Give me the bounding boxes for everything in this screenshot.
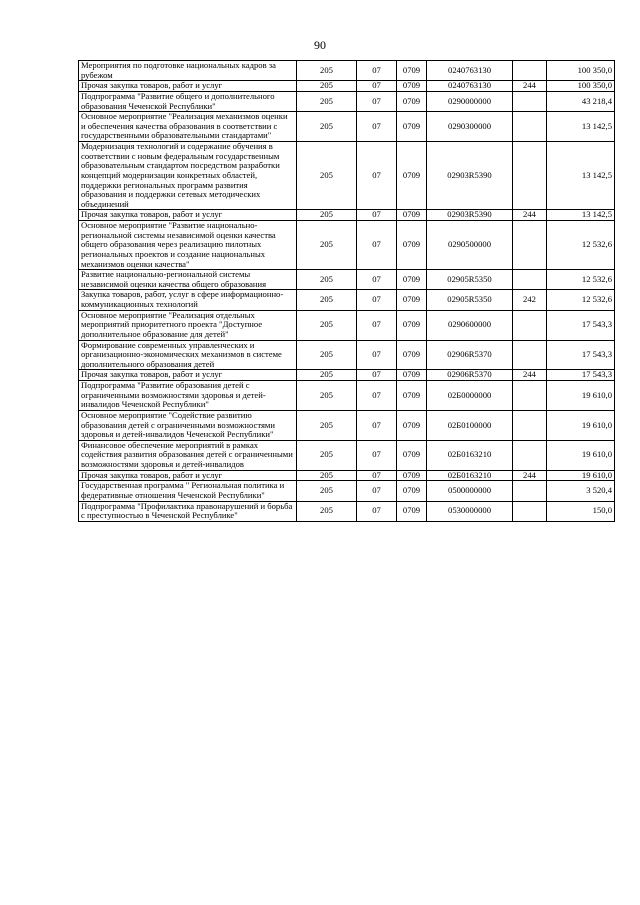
- cell-expense-type: [513, 340, 547, 370]
- cell-sum: 17 543,3: [547, 310, 615, 340]
- cell-grbs: 205: [297, 310, 357, 340]
- table-row: [79, 81, 615, 92]
- cell-sum: 12 532,6: [547, 270, 615, 290]
- cell-expense-type: [513, 142, 547, 210]
- table-row: [79, 91, 615, 111]
- cell-section: 07: [357, 81, 397, 92]
- cell-section: 07: [357, 210, 397, 221]
- cell-name: Основное мероприятие "Реализация отдельных мероприятий приоритетного проекта "Доступное дополнительное образование для детей": [79, 310, 297, 340]
- cell-name: Основное мероприятие "Развитие национально-региональной системы независимой оценки качества общего образования через реализацию пилотных региональных проектов и создание национальных механизмов оценки качества": [79, 221, 297, 270]
- cell-subsection: 0709: [397, 270, 427, 290]
- cell-subsection: 0709: [397, 61, 427, 81]
- cell-section: 07: [357, 470, 397, 481]
- cell-name: Подпрограмма "Профилактика правонарушений и борьба с преступностью в Чеченской Республике": [79, 501, 297, 521]
- cell-target-article: 0240763130: [427, 61, 513, 81]
- table-row: [79, 270, 615, 290]
- cell-section: 07: [357, 91, 397, 111]
- cell-expense-type: 244: [513, 81, 547, 92]
- cell-name: Прочая закупка товаров, работ и услуг: [79, 210, 297, 221]
- cell-target-article: 0290000000: [427, 91, 513, 111]
- cell-section: 07: [357, 221, 397, 270]
- cell-expense-type: [513, 501, 547, 521]
- cell-grbs: 205: [297, 112, 357, 142]
- cell-sum: 13 142,5: [547, 210, 615, 221]
- cell-sum: 43 218,4: [547, 91, 615, 111]
- cell-expense-type: [513, 91, 547, 111]
- cell-target-article: 02906R5370: [427, 340, 513, 370]
- cell-grbs: 205: [297, 210, 357, 221]
- cell-expense-type: [513, 440, 547, 470]
- cell-name: Формирование современных управленческих и организационно-экономических механизмов в системе дополнительного образования детей: [79, 340, 297, 370]
- cell-target-article: 02Б0163210: [427, 470, 513, 481]
- cell-subsection: 0709: [397, 290, 427, 310]
- cell-section: 07: [357, 290, 397, 310]
- cell-subsection: 0709: [397, 501, 427, 521]
- cell-name: Подпрограмма "Развитие образования детей с ограниченными возможностями здоровья и детей-инвалидов Чеченской Республики": [79, 381, 297, 411]
- cell-grbs: 205: [297, 481, 357, 501]
- table-row: [79, 481, 615, 501]
- table-row: [79, 142, 615, 210]
- cell-section: 07: [357, 142, 397, 210]
- cell-sum: 13 142,5: [547, 112, 615, 142]
- cell-grbs: 205: [297, 501, 357, 521]
- cell-section: 07: [357, 440, 397, 470]
- cell-sum: 13 142,5: [547, 142, 615, 210]
- cell-grbs: 205: [297, 440, 357, 470]
- cell-subsection: 0709: [397, 91, 427, 111]
- cell-expense-type: [513, 410, 547, 440]
- table-row: [79, 310, 615, 340]
- cell-name: Финансовое обеспечение мероприятий в рамках содействия развития образования детей с ограниченными возможностями здоровья и детей-инвалидов: [79, 440, 297, 470]
- cell-name: Прочая закупка товаров, работ и услуг: [79, 470, 297, 481]
- cell-target-article: 02Б0163210: [427, 440, 513, 470]
- cell-target-article: 0530000000: [427, 501, 513, 521]
- cell-section: 07: [357, 112, 397, 142]
- cell-expense-type: [513, 310, 547, 340]
- cell-expense-type: 242: [513, 290, 547, 310]
- cell-grbs: 205: [297, 142, 357, 210]
- cell-grbs: 205: [297, 410, 357, 440]
- cell-grbs: 205: [297, 340, 357, 370]
- table-row: [79, 470, 615, 481]
- cell-sum: 3 520,4: [547, 481, 615, 501]
- table-row: [79, 381, 615, 411]
- cell-expense-type: 244: [513, 470, 547, 481]
- cell-name: Закупка товаров, работ, услуг в сфере информационно-коммуникационных технологий: [79, 290, 297, 310]
- cell-section: 07: [357, 501, 397, 521]
- cell-name: Развитие национально-региональной системы независимой оценки качества общего образования: [79, 270, 297, 290]
- cell-subsection: 0709: [397, 481, 427, 501]
- cell-sum: 19 610,0: [547, 440, 615, 470]
- cell-section: 07: [357, 381, 397, 411]
- cell-target-article: 0500000000: [427, 481, 513, 501]
- cell-name: Мероприятия по подготовке национальных кадров за рубежом: [79, 61, 297, 81]
- cell-grbs: 205: [297, 290, 357, 310]
- cell-grbs: 205: [297, 470, 357, 481]
- cell-subsection: 0709: [397, 370, 427, 381]
- cell-section: 07: [357, 61, 397, 81]
- cell-expense-type: 244: [513, 210, 547, 221]
- cell-sum: 17 543,3: [547, 370, 615, 381]
- cell-grbs: 205: [297, 381, 357, 411]
- cell-grbs: 205: [297, 91, 357, 111]
- cell-subsection: 0709: [397, 440, 427, 470]
- cell-sum: 19 610,0: [547, 410, 615, 440]
- cell-expense-type: [513, 270, 547, 290]
- cell-subsection: 0709: [397, 112, 427, 142]
- cell-target-article: 02905R5350: [427, 290, 513, 310]
- cell-target-article: 0290500000: [427, 221, 513, 270]
- cell-target-article: 02Б0000000: [427, 381, 513, 411]
- table-row: [79, 410, 615, 440]
- cell-sum: 19 610,0: [547, 381, 615, 411]
- cell-expense-type: 244: [513, 370, 547, 381]
- cell-expense-type: [513, 61, 547, 81]
- cell-target-article: 02903R5390: [427, 142, 513, 210]
- cell-subsection: 0709: [397, 221, 427, 270]
- cell-sum: 150,0: [547, 501, 615, 521]
- page-number: 90: [314, 38, 326, 52]
- cell-target-article: 02905R5350: [427, 270, 513, 290]
- cell-expense-type: [513, 112, 547, 142]
- cell-grbs: 205: [297, 221, 357, 270]
- table-row: [79, 221, 615, 270]
- cell-expense-type: [513, 221, 547, 270]
- cell-expense-type: [513, 481, 547, 501]
- cell-name: Основное мероприятие "Содействие развитию образования детей с ограниченными возможностями здоровья и детей-инвалидов Чеченской Республики": [79, 410, 297, 440]
- cell-name: Подпрограмма "Развитие общего и дополнительного образования Чеченской Республики": [79, 91, 297, 111]
- budget-table: [78, 60, 615, 522]
- cell-section: 07: [357, 481, 397, 501]
- cell-grbs: 205: [297, 61, 357, 81]
- table-row: [79, 290, 615, 310]
- cell-sum: 12 532,6: [547, 290, 615, 310]
- cell-target-article: 02906R5370: [427, 370, 513, 381]
- cell-target-article: 02Б0100000: [427, 410, 513, 440]
- table-row: [79, 112, 615, 142]
- cell-sum: 100 350,0: [547, 61, 615, 81]
- budget-table-body: [79, 61, 615, 522]
- cell-grbs: 205: [297, 81, 357, 92]
- cell-section: 07: [357, 340, 397, 370]
- cell-subsection: 0709: [397, 81, 427, 92]
- table-row: [79, 210, 615, 221]
- cell-grbs: 205: [297, 270, 357, 290]
- cell-name: Модернизация технологий и содержание обучения в соответствии с новым федеральным государственным образовательным стандартом посредством разработки концепций модернизации конкретных областей, поддержки региональных программ развития образования и поддержки сетевых методических объединений: [79, 142, 297, 210]
- cell-target-article: 0240763130: [427, 81, 513, 92]
- cell-target-article: 0290300000: [427, 112, 513, 142]
- cell-section: 07: [357, 310, 397, 340]
- cell-subsection: 0709: [397, 210, 427, 221]
- table-row: [79, 340, 615, 370]
- table-row: [79, 440, 615, 470]
- cell-name: Прочая закупка товаров, работ и услуг: [79, 81, 297, 92]
- cell-name: Прочая закупка товаров, работ и услуг: [79, 370, 297, 381]
- cell-grbs: 205: [297, 370, 357, 381]
- cell-section: 07: [357, 370, 397, 381]
- cell-subsection: 0709: [397, 381, 427, 411]
- cell-subsection: 0709: [397, 470, 427, 481]
- cell-expense-type: [513, 381, 547, 411]
- cell-section: 07: [357, 270, 397, 290]
- cell-subsection: 0709: [397, 142, 427, 210]
- cell-sum: 12 532,6: [547, 221, 615, 270]
- cell-name: Государственная программа " Региональная политика и федеративные отношения Чеченской Республики": [79, 481, 297, 501]
- cell-sum: 19 610,0: [547, 470, 615, 481]
- cell-sum: 17 543,3: [547, 340, 615, 370]
- table-row: [79, 61, 615, 81]
- cell-section: 07: [357, 410, 397, 440]
- cell-subsection: 0709: [397, 340, 427, 370]
- cell-name: Основное мероприятие "Реализация механизмов оценки и обеспечения качества образования в соответствии с государственными образовательными стандартами": [79, 112, 297, 142]
- cell-subsection: 0709: [397, 310, 427, 340]
- cell-target-article: 0290600000: [427, 310, 513, 340]
- cell-subsection: 0709: [397, 410, 427, 440]
- cell-target-article: 02903R5390: [427, 210, 513, 221]
- table-row: [79, 501, 615, 521]
- table-row: [79, 370, 615, 381]
- cell-sum: 100 350,0: [547, 81, 615, 92]
